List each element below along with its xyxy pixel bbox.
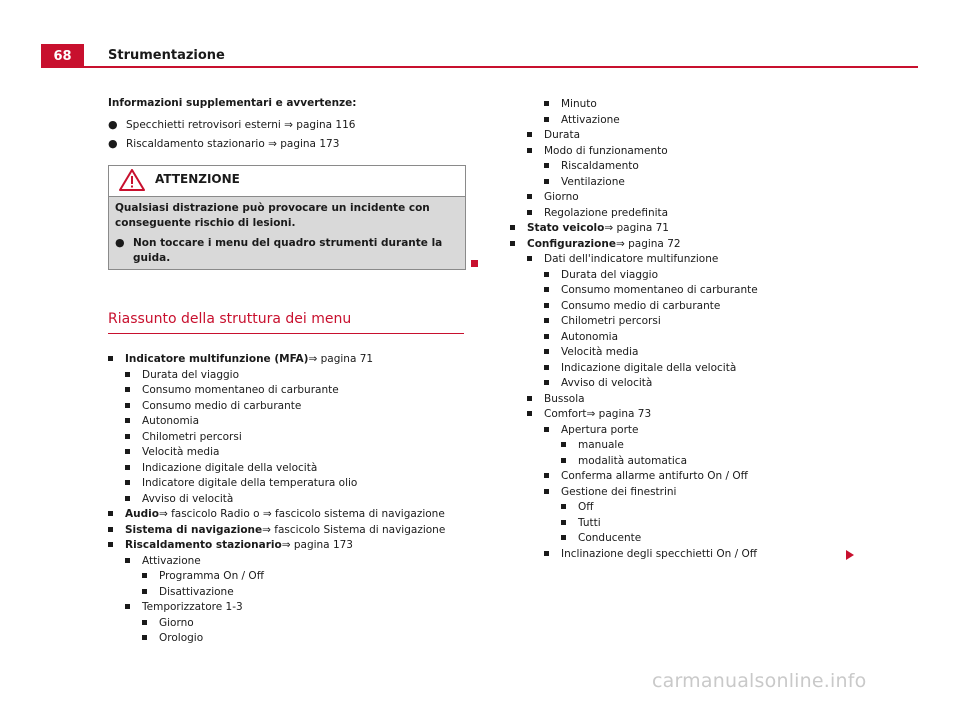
menu-item-label: Avviso di velocità [142,492,234,505]
menu-item [108,554,466,570]
menu-item [510,113,870,129]
menu-item-label: Durata [544,129,581,141]
watermark: carmanualsonline.info [652,670,867,692]
menu-item-label: Temporizzatore 1-3 [142,601,243,613]
menu-item [108,538,466,554]
menu-item [510,314,870,330]
menu-item [510,454,870,470]
menu-item [108,631,466,647]
square-bullet-icon [544,272,549,277]
menu-item [510,221,870,237]
menu-item-label: Riscaldamento [561,160,639,172]
bullet-dot-icon: ● [108,117,118,131]
section-title: Riassunto della struttura dei menu [108,312,464,335]
menu-item-label: Tutti [578,516,601,529]
menu-item-label: Indicatore digitale della temperatura olio [142,477,358,489]
menu-item [108,616,466,632]
menu-item-label: Consumo momentaneo di carburante [142,384,339,396]
menu-item-label: Regolazione predefinita [544,206,669,219]
menu-item [510,500,870,516]
square-bullet-icon [527,132,532,137]
square-bullet-icon [125,496,130,501]
menu-item-label: Autonomia [561,330,619,343]
menu-item-label: Audio [125,508,159,520]
square-bullet-icon [108,527,113,532]
square-bullet-icon [527,194,532,199]
right-column [510,97,870,562]
menu-item [108,600,466,616]
menu-item-reference: ⇒ fascicolo Sistema di navigazione [262,523,446,536]
square-bullet-icon [510,241,515,246]
menu-item-label: manuale [578,439,624,451]
menu-item [510,206,870,222]
menu-tree-right [510,97,870,562]
square-bullet-icon [544,179,549,184]
square-bullet-icon [142,620,147,625]
menu-item [510,190,870,206]
menu-item-label: Autonomia [142,415,200,427]
square-bullet-icon [561,520,566,525]
square-bullet-icon [125,434,130,439]
square-bullet-icon [125,480,130,485]
menu-item-label: Disattivazione [159,585,234,598]
menu-item-label: Consumo medio di carburante [142,399,302,412]
square-bullet-icon [142,635,147,640]
menu-item-label: Ventilazione [561,175,625,188]
menu-item [108,352,466,368]
menu-item [510,345,870,361]
menu-item [510,547,870,563]
menu-item-label: Durata del viaggio [142,368,239,381]
warning-triangle-icon [119,169,145,191]
menu-item [510,97,870,113]
menu-item [108,399,466,415]
menu-item [510,361,870,377]
square-bullet-icon [125,604,130,609]
square-bullet-icon [527,396,532,401]
square-bullet-icon [125,465,130,470]
square-bullet-icon [544,318,549,323]
menu-item-label: Indicazione digitale della velocità [561,361,737,374]
menu-item [108,383,466,399]
menu-item [108,445,466,461]
menu-item-label: Bussola [544,392,585,405]
header-rule [84,66,918,68]
square-bullet-icon [125,403,130,408]
menu-item-label: Riscaldamento stazionario [125,539,282,551]
square-bullet-icon [527,210,532,215]
info-item [108,117,466,134]
menu-item-label: Sistema di navigazione [125,523,263,536]
menu-item [510,516,870,532]
menu-item-label: Minuto [561,98,597,110]
info-item-text: Specchietti retrovisori esterni ⇒ pagina 116 [126,118,356,131]
menu-item-reference: ⇒ pagina 173 [281,539,353,551]
square-bullet-icon [561,442,566,447]
square-bullet-icon [544,303,549,308]
menu-item [510,144,870,160]
menu-item [108,507,466,523]
square-bullet-icon [544,334,549,339]
menu-item-label: Velocità media [561,346,639,358]
square-bullet-icon [125,558,130,563]
square-bullet-icon [544,489,549,494]
menu-item [108,414,466,430]
square-bullet-icon [544,287,549,292]
menu-item-reference: ⇒ pagina 71 [308,353,374,365]
menu-item [510,407,870,423]
menu-item-label: Gestione dei finestrini [561,485,677,498]
square-bullet-icon [544,163,549,168]
menu-item [510,392,870,408]
square-bullet-icon [125,372,130,377]
menu-item [510,268,870,284]
menu-item [510,376,870,392]
menu-item [510,299,870,315]
menu-item-reference: ⇒ fascicolo Radio o ⇒ fascicolo sistema di navigazione [158,508,445,520]
square-bullet-icon [142,589,147,594]
menu-item-label: Stato veicolo [527,222,605,234]
menu-item-label: Off [578,501,594,513]
square-bullet-icon [125,387,130,392]
square-bullet-icon [544,349,549,354]
square-bullet-icon [125,418,130,423]
menu-item-label: Attivazione [561,113,620,126]
square-bullet-icon [527,411,532,416]
square-bullet-icon [108,542,113,547]
menu-item-reference: ⇒ pagina 73 [586,408,652,420]
menu-item-label: Indicatore multifunzione (MFA) [125,353,309,365]
square-bullet-icon [142,573,147,578]
square-bullet-icon [544,117,549,122]
menu-item [510,128,870,144]
square-bullet-icon [544,473,549,478]
menu-item-label: Conferma allarme antifurto On / Off [561,470,748,482]
menu-item-label: Orologio [159,632,204,644]
menu-item [108,585,466,601]
menu-item [510,330,870,346]
menu-item-label: Comfort [544,408,587,420]
menu-item-label: Avviso di velocità [561,377,653,389]
menu-item-label: Velocità media [142,446,220,458]
menu-item [510,237,870,253]
menu-item-label: Configurazione [527,237,616,250]
left-column [108,96,466,647]
menu-item-label: Giorno [159,616,194,629]
square-bullet-icon [108,511,113,516]
menu-item-label: Apertura porte [561,423,639,436]
menu-item-reference: ⇒ pagina 72 [615,237,681,250]
warning-body [109,197,465,269]
menu-item-label: modalità automatica [578,454,688,467]
menu-item [108,461,466,477]
info-item-text: Riscaldamento stazionario ⇒ pagina 173 [126,138,340,150]
square-bullet-icon [561,458,566,463]
square-bullet-icon [544,380,549,385]
square-bullet-icon [527,256,532,261]
menu-item [510,423,870,439]
warning-bullet [115,235,459,266]
bullet-dot-icon: ● [108,137,118,150]
section-end-mark-icon [471,260,478,267]
menu-item [510,159,870,175]
square-bullet-icon [544,365,549,370]
menu-item [108,476,466,492]
menu-item-label: Conducente [578,532,642,544]
menu-item-label: Chilometri percorsi [142,430,242,443]
warning-text: Qualsiasi distrazione può provocare un incidente con conseguente rischio di lesioni. [115,201,430,229]
menu-item [510,485,870,501]
menu-item [108,523,466,539]
menu-item [510,283,870,299]
menu-item-label: Indicazione digitale della velocità [142,461,318,474]
square-bullet-icon [561,504,566,509]
bullet-dot-icon: ● [115,235,125,249]
info-item [108,136,466,153]
menu-item [510,531,870,547]
menu-item-label: Consumo medio di carburante [561,299,721,312]
warning-title: ATTENZIONE [155,171,240,186]
warning-box [108,165,466,270]
square-bullet-icon [544,427,549,432]
warning-header [109,166,465,197]
menu-item-label: Modo di funzionamento [544,144,668,157]
warning-bullet-text: Non toccare i menu del quadro strumenti durante la guida. [133,236,443,264]
chapter-title: Strumentazione [108,48,225,63]
square-bullet-icon [108,356,113,361]
continue-arrow-icon [846,550,854,560]
menu-item [510,175,870,191]
menu-item-label: Giorno [544,191,579,203]
menu-item [108,368,466,384]
square-bullet-icon [561,535,566,540]
square-bullet-icon [510,225,515,230]
menu-item [108,569,466,585]
menu-item [108,492,466,508]
menu-item-label: Inclinazione degli specchietti On / Off [561,547,758,560]
menu-item-reference: ⇒ pagina 71 [604,222,669,234]
menu-item-label: Durata del viaggio [561,268,658,281]
square-bullet-icon [527,148,532,153]
menu-item [510,469,870,485]
square-bullet-icon [544,101,549,106]
menu-item [510,252,870,268]
square-bullet-icon [125,449,130,454]
menu-item-label: Attivazione [142,554,201,567]
menu-item [108,430,466,446]
page-number: 68 [41,44,84,68]
info-title: Informazioni supplementari e avvertenze: [108,97,357,109]
menu-item-label: Programma On / Off [159,570,264,582]
menu-item [510,438,870,454]
square-bullet-icon [544,551,549,556]
menu-tree-left [108,352,466,647]
menu-item-label: Chilometri percorsi [561,315,661,327]
menu-item-label: Consumo momentaneo di carburante [561,284,758,296]
menu-item-label: Dati dell'indicatore multifunzione [544,253,719,265]
